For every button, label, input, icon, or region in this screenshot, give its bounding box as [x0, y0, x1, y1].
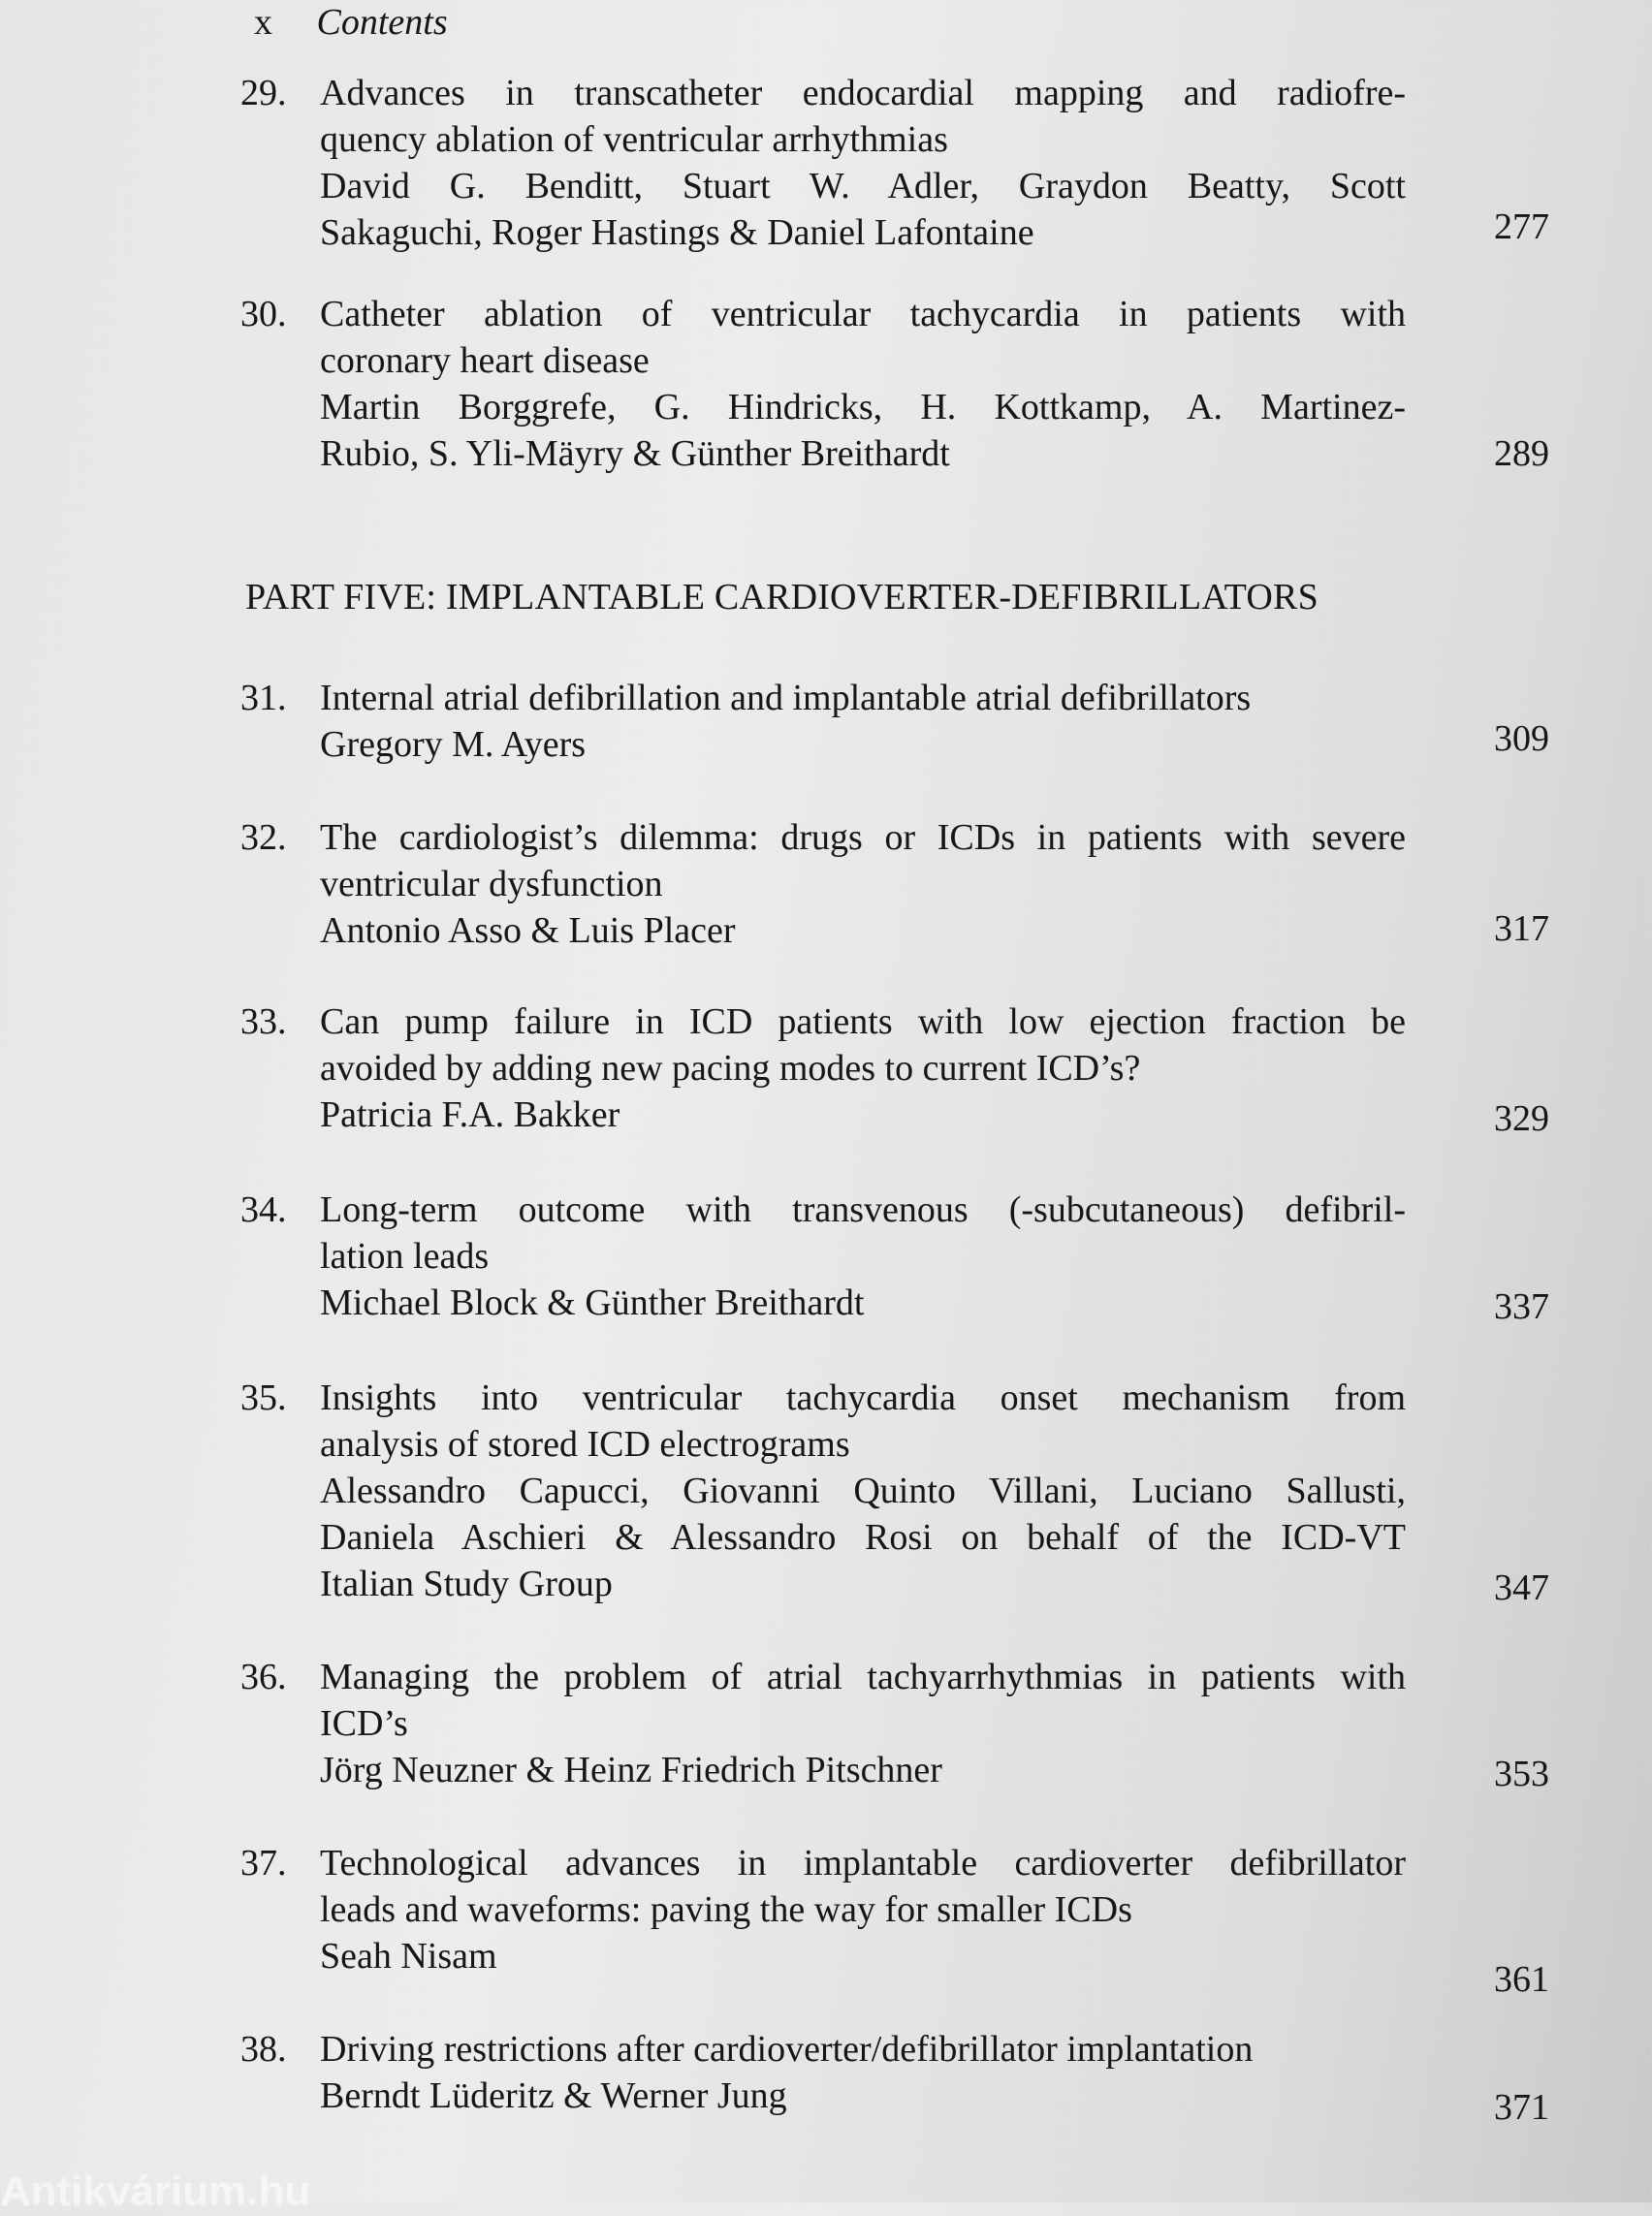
entry-title-line: Insights into ventricular tachycardia onset mechanism from — [320, 1377, 1406, 1418]
entry-authors-line: Gregory M. Ayers — [320, 724, 587, 765]
entry-body — [320, 1654, 1406, 1793]
entry-title-line: ventricular dysfunction — [320, 864, 663, 904]
entry-authors-line: David G. Benditt, Stuart W. Adler, Graydon Beatty, Scott — [320, 166, 1406, 206]
entry-page-number: 317 — [1494, 908, 1549, 949]
toc-entry — [240, 998, 1549, 1138]
entry-number: 31. — [240, 678, 287, 718]
toc-entry — [240, 1187, 1549, 1326]
entry-title-line: coronary heart disease — [320, 340, 650, 381]
entry-authors-line: Berndt Lüderitz & Werner Jung — [320, 2075, 787, 2116]
entry-page-number: 347 — [1494, 1567, 1549, 1608]
toc-entry — [240, 291, 1549, 477]
entry-body — [320, 70, 1406, 256]
entry-number: 34. — [240, 1189, 287, 1230]
toc-entry — [240, 1840, 1549, 2000]
part-heading: PART FIVE: IMPLANTABLE CARDIOVERTER-DEFIBRILLATORS — [245, 577, 1318, 617]
toc-entry — [240, 675, 1549, 768]
entry-authors-line: Daniela Aschieri & Alessandro Rosi on behalf of the ICD-VT — [320, 1517, 1406, 1558]
entry-authors-line: Patricia F.A. Bakker — [320, 1094, 620, 1135]
entry-number: 36. — [240, 1657, 287, 1697]
entry-number: 37. — [240, 1843, 287, 1884]
entry-body — [320, 2026, 1406, 2119]
entry-title-line: Driving restrictions after cardioverter/defibrillator implantation — [320, 2029, 1254, 2070]
entry-authors-line: Jörg Neuzner & Heinz Friedrich Pitschner — [320, 1750, 942, 1790]
entry-authors-line: Martin Borggrefe, G. Hindricks, H. Kottkamp, A. Martinez- — [320, 387, 1406, 427]
entry-page-number: 329 — [1494, 1098, 1549, 1139]
watermark: Antikvárium.hu — [0, 2168, 311, 2215]
entry-number: 33. — [240, 1001, 287, 1042]
entry-title-line: Advances in transcatheter endocardial mapping and radiofre- — [320, 73, 1406, 113]
entry-authors-line: Sakaguchi, Roger Hastings & Daniel Lafontaine — [320, 212, 1034, 253]
entry-authors-line: Michael Block & Günther Breithardt — [320, 1282, 865, 1323]
page-number-roman: x — [254, 2, 272, 43]
entry-body — [320, 814, 1406, 954]
entry-title-line: analysis of stored ICD electrograms — [320, 1424, 850, 1465]
entry-title-line: avoided by adding new pacing modes to current ICD’s? — [320, 1048, 1141, 1089]
entry-title-line: Catheter ablation of ventricular tachycardia in patients with — [320, 294, 1406, 334]
entry-page-number: 309 — [1494, 718, 1549, 759]
toc-entry — [240, 70, 1549, 256]
entry-authors-line: Alessandro Capucci, Giovanni Quinto Villani, Luciano Sallusti, — [320, 1471, 1406, 1511]
entry-title-line: Long-term outcome with transvenous (-subcutaneous) defibril- — [320, 1189, 1406, 1230]
entry-page-number: 371 — [1494, 2087, 1549, 2128]
entry-authors-line: Seah Nisam — [320, 1936, 497, 1977]
entry-number: 32. — [240, 817, 287, 858]
entry-title-line: Technological advances in implantable cardioverter defibrillator — [320, 1843, 1406, 1884]
entry-title-line: The cardiologist’s dilemma: drugs or ICDs in patients with severe — [320, 817, 1406, 858]
entry-authors-line: Rubio, S. Yli-Mäyry & Günther Breithardt — [320, 433, 950, 474]
entry-authors-line: Italian Study Group — [320, 1564, 613, 1604]
entry-body — [320, 675, 1406, 768]
entry-authors-line: Antonio Asso & Luis Placer — [320, 910, 736, 951]
entry-title-line: quency ablation of ventricular arrhythmias — [320, 119, 948, 160]
toc-entry — [240, 2026, 1549, 2128]
entry-page-number: 361 — [1494, 1959, 1549, 2000]
toc-entry — [240, 1375, 1549, 1607]
entry-body — [320, 998, 1406, 1138]
entry-title-line: ICD’s — [320, 1703, 408, 1744]
toc-entry — [240, 814, 1549, 954]
page-header — [254, 0, 448, 45]
entry-title-line: leads and waveforms: paving the way for smaller ICDs — [320, 1889, 1132, 1930]
entry-number: 35. — [240, 1377, 287, 1418]
entry-title-line: Can pump failure in ICD patients with low ejection fraction be — [320, 1001, 1406, 1042]
entry-page-number: 353 — [1494, 1754, 1549, 1794]
toc-entry — [240, 1654, 1549, 1793]
entry-title-line: lation leads — [320, 1236, 490, 1277]
entry-body — [320, 291, 1406, 477]
entry-page-number: 289 — [1494, 433, 1549, 474]
entry-page-number: 337 — [1494, 1286, 1549, 1327]
entry-number: 29. — [240, 73, 287, 113]
entry-title-line: Managing the problem of atrial tachyarrhythmias in patients with — [320, 1657, 1406, 1697]
entry-page-number: 277 — [1494, 206, 1549, 247]
entry-body — [320, 1840, 1406, 1979]
entry-title-line: Internal atrial defibrillation and implantable atrial defibrillators — [320, 678, 1252, 718]
entry-body — [320, 1375, 1406, 1607]
entry-body — [320, 1187, 1406, 1326]
entry-number: 38. — [240, 2029, 287, 2070]
running-title: Contents — [316, 2, 448, 43]
entry-number: 30. — [240, 294, 287, 334]
